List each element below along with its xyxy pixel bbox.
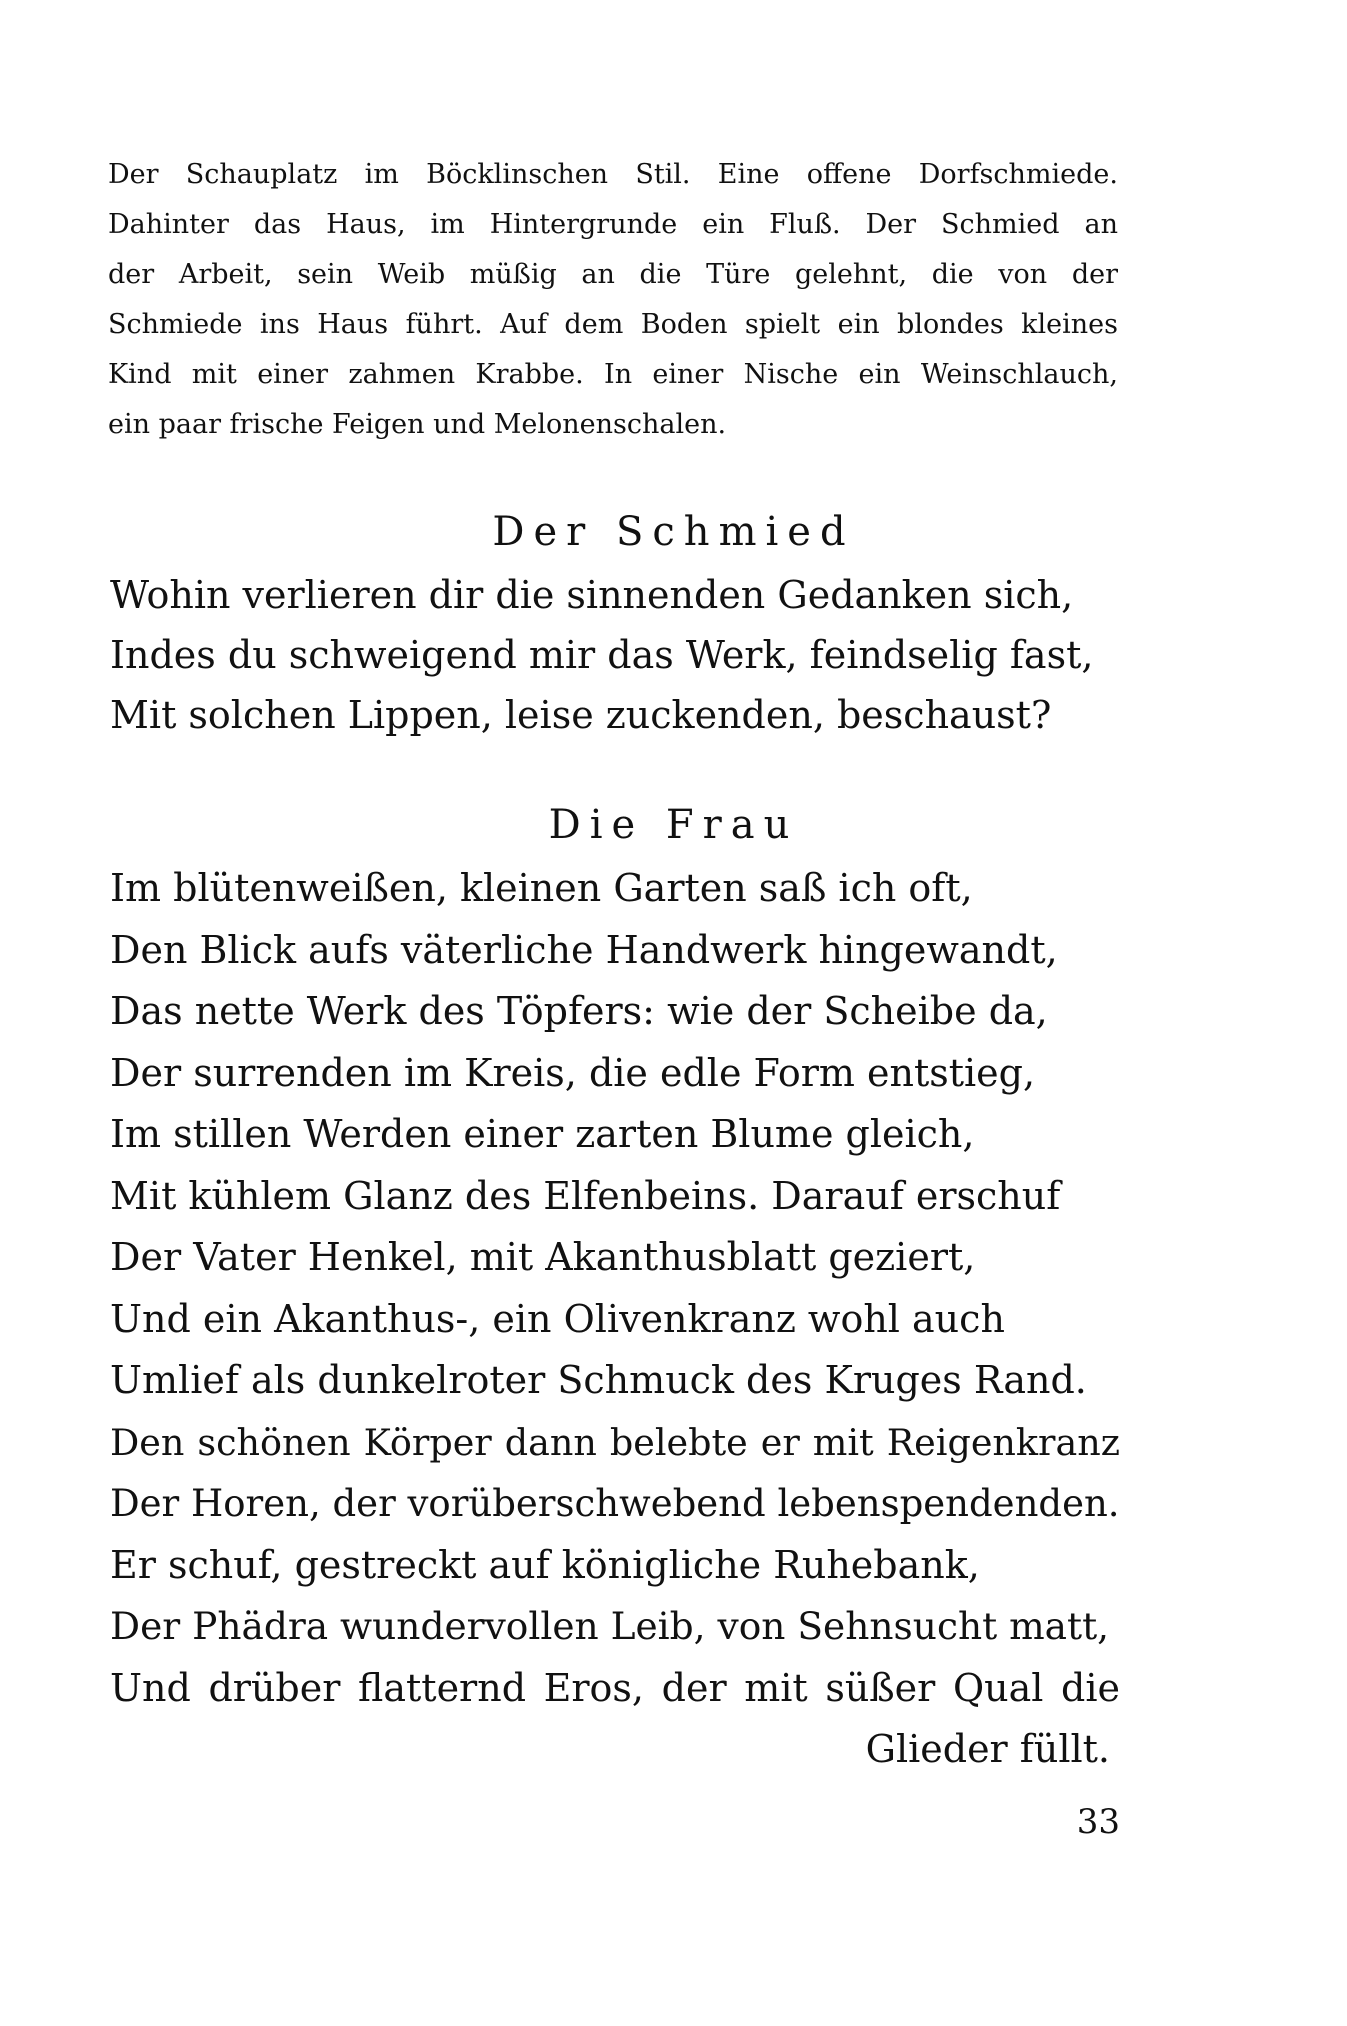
verse-line: Und ein Akanthus-, ein Olivenkranz wohl auch	[110, 1296, 1005, 1341]
verse-line: Indes du schweigend mir das Werk, feindselig fast,	[110, 633, 1094, 677]
stage-direction-line: ein paar frische Feigen und Melonenschalen.	[108, 409, 727, 440]
verse-line: Im stillen Werden einer zarten Blume gleich,	[110, 1112, 975, 1156]
stage-direction-line: Dahinter das Haus, im Hintergrunde ein Fluß. Der Schmied an	[108, 209, 1118, 240]
verse-line: Umlief als dunkelroter Schmuck des Kruges Rand.	[110, 1358, 1087, 1402]
speaker-heading-wife: Die Frau	[548, 802, 799, 848]
stage-direction-line: Schmiede ins Haus führt. Auf dem Boden spielt ein blondes kleines	[108, 309, 1118, 340]
verse-line: Der surrenden im Kreis, die edle Form entstieg,	[110, 1050, 1036, 1095]
verse-line: Und drüber flatternd Eros, der mit süßer Qual die	[110, 1665, 1120, 1710]
verse-line: Er schuf, gestreckt auf königliche Ruhebank,	[110, 1542, 980, 1587]
verse-line: Im blütenweißen, kleinen Garten saß ich oft,	[110, 866, 973, 910]
verse-line: Den schönen Körper dann belebte er mit Reigenkranz	[110, 1420, 1120, 1464]
verse-line: Der Phädra wundervollen Leib, von Sehnsucht matt,	[110, 1604, 1110, 1648]
verse-line-continuation: Glieder füllt.	[865, 1727, 1110, 1771]
stage-direction	[108, 150, 1118, 450]
speech-wife	[110, 858, 1120, 1781]
stage-direction-line: Der Schauplatz im Böcklinschen Stil. Eine offene Dorfschmiede.	[108, 159, 1118, 190]
stage-direction-line: der Arbeit, sein Weib müßig an die Türe gelehnt, die von der	[108, 259, 1118, 290]
verse-line: Wohin verlieren dir die sinnenden Gedanken sich,	[110, 573, 1074, 617]
speaker-heading-smith: Der Schmied	[492, 509, 855, 555]
verse-line: Mit kühlem Glanz des Elfenbeins. Darauf erschuf	[110, 1173, 1061, 1218]
verse-line: Mit solchen Lippen, leise zuckenden, beschaust?	[110, 693, 1052, 737]
stage-direction-line: Kind mit einer zahmen Krabbe. In einer Nische ein Weinschlauch,	[108, 359, 1118, 390]
verse-line: Der Vater Henkel, mit Akanthusblatt geziert,	[110, 1235, 976, 1279]
verse-line: Der Horen, der vorüberschwebend lebenspendenden.	[110, 1482, 1120, 1525]
speech-smith	[110, 565, 1120, 745]
verse-line: Das nette Werk des Töpfers: wie der Scheibe da,	[110, 989, 1048, 1033]
verse-line: Den Blick aufs väterliche Handwerk hingewandt,	[110, 927, 1058, 972]
page-number: 33	[1076, 1802, 1120, 1842]
